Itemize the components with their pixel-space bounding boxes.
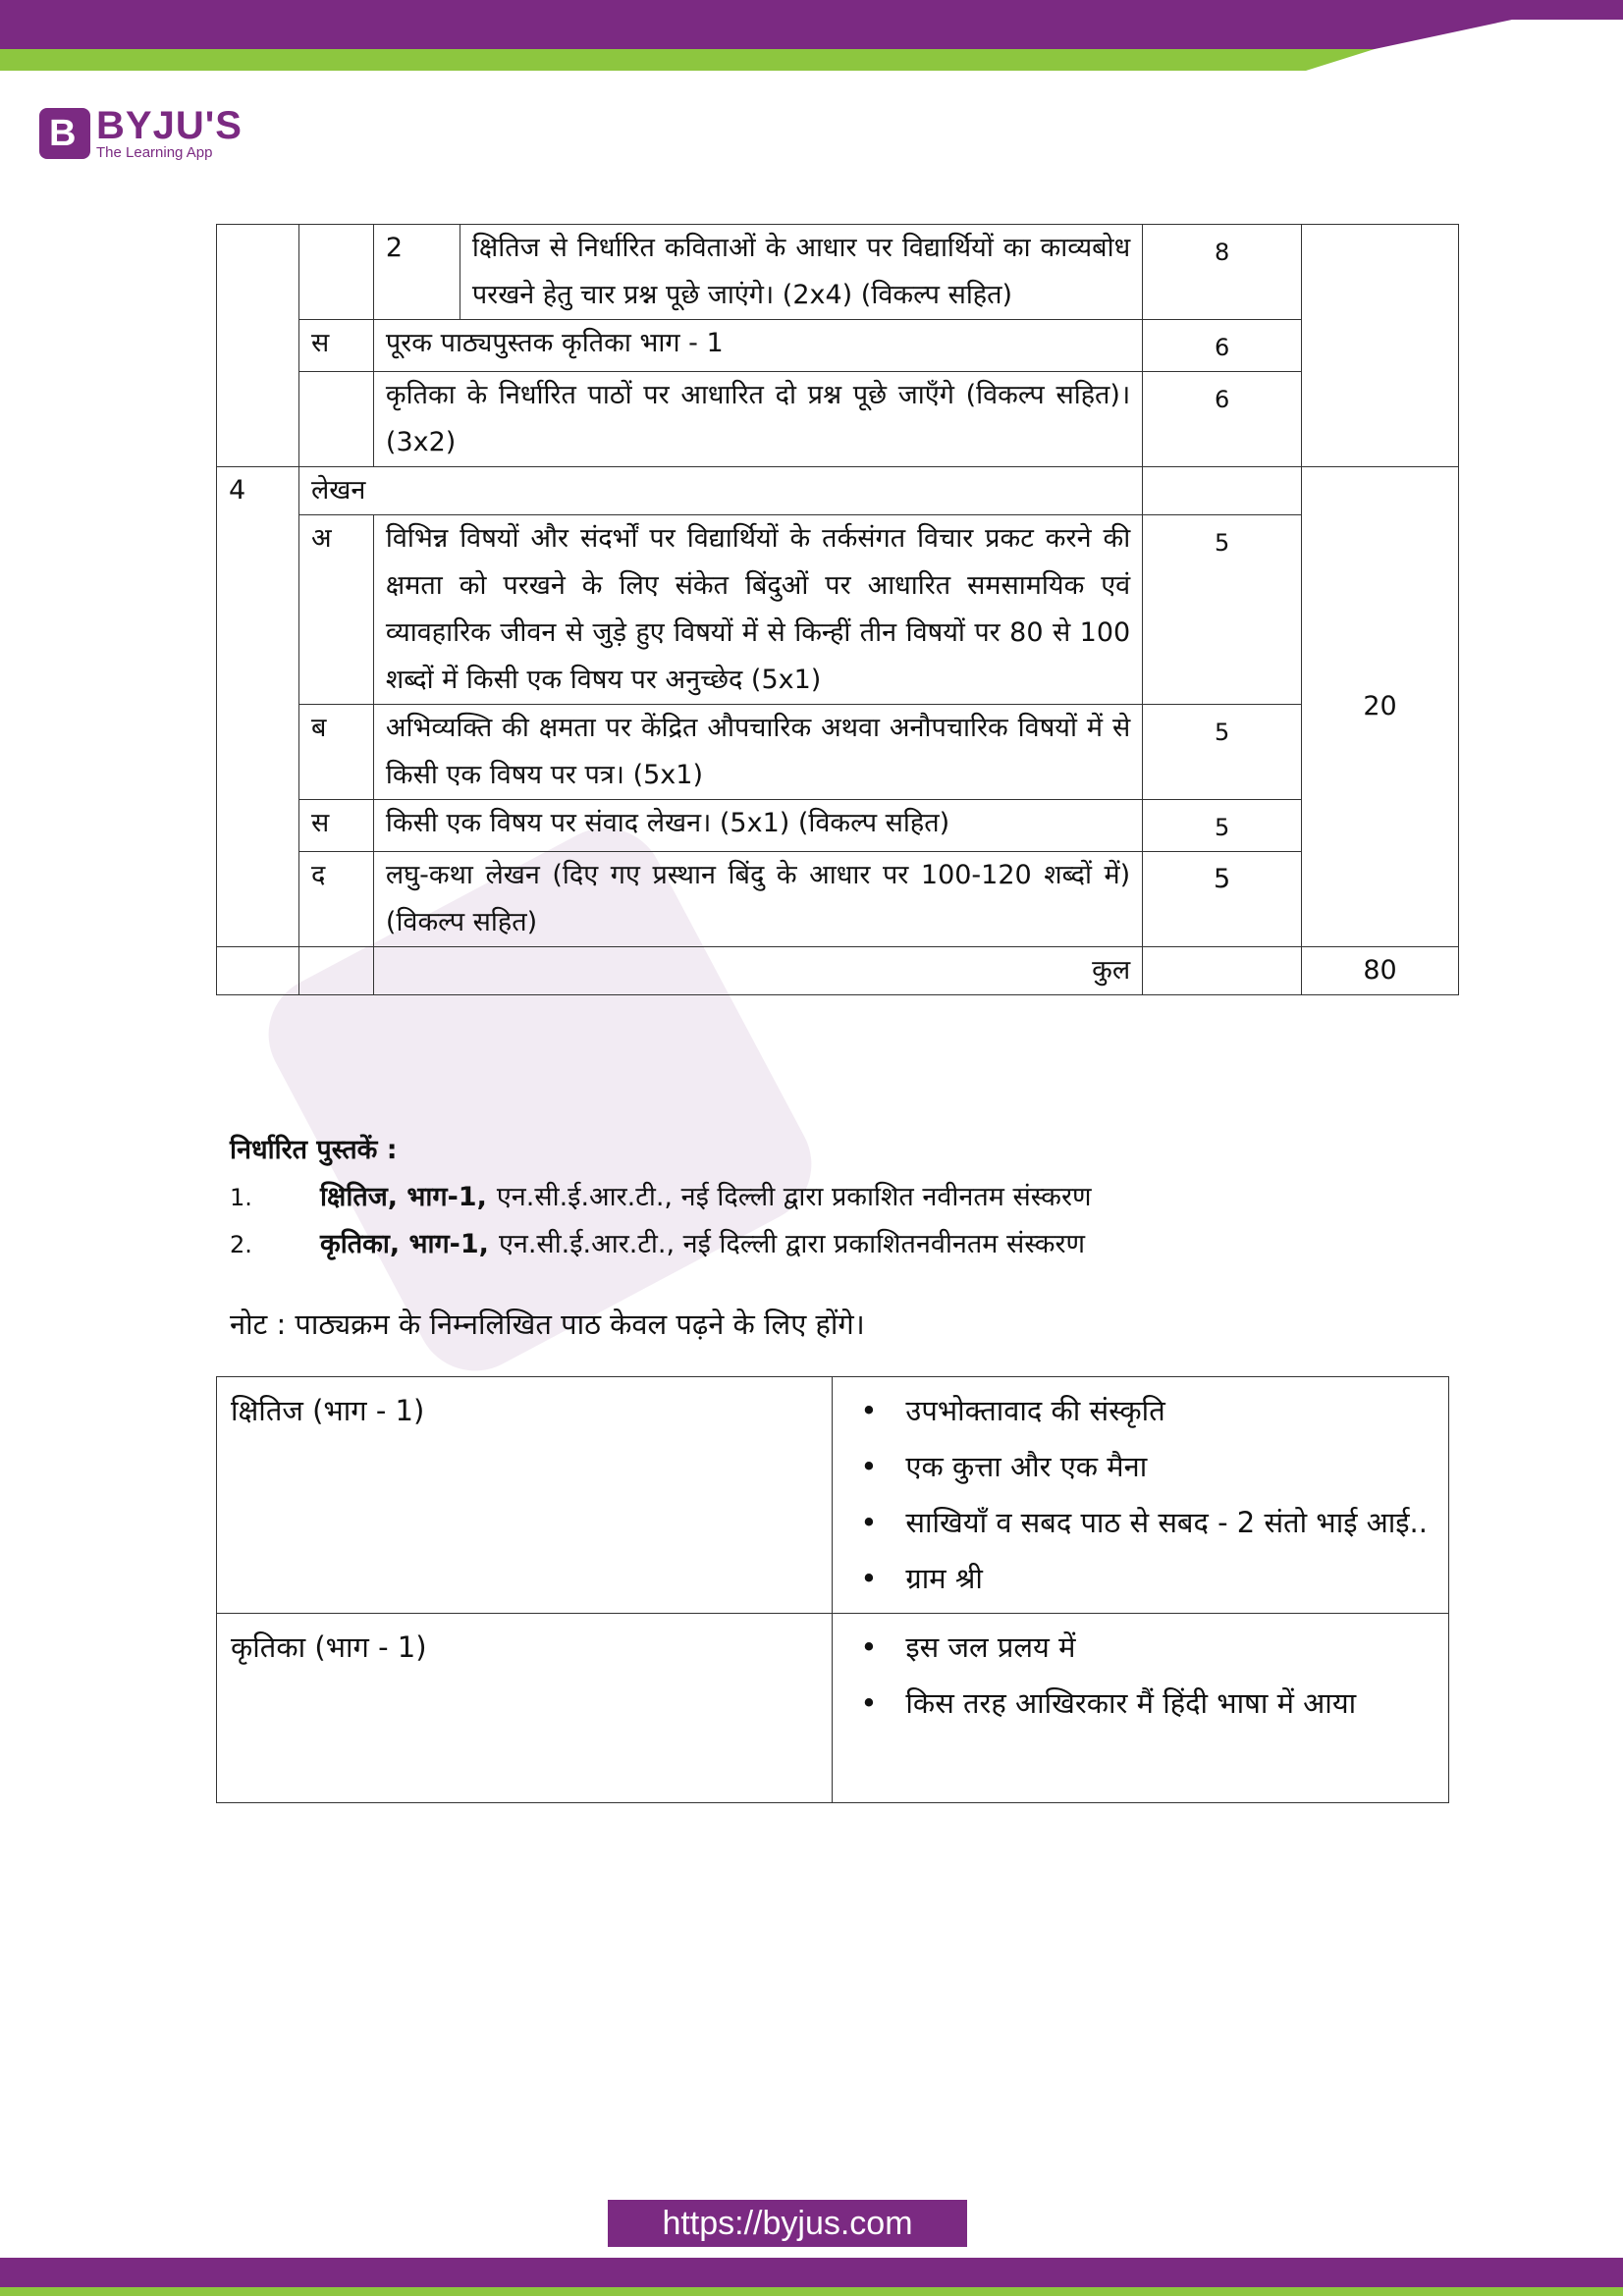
table-row: [217, 515, 1459, 705]
row-sub-label: स: [298, 320, 373, 372]
prescribed-books: [230, 1127, 1092, 1268]
bottom-banner: [0, 2258, 1623, 2296]
list-item: [230, 1174, 1092, 1221]
list-item: • ग्राम श्री: [905, 1551, 1434, 1607]
total-label: कुल: [373, 947, 1142, 995]
footer-url-link[interactable]: https://byjus.com: [608, 2200, 967, 2247]
list-item: • एक कुत्ता और एक मैना: [905, 1439, 1434, 1495]
book-title: कृतिका, भाग-1,: [320, 1229, 489, 1259]
table-row: [217, 800, 1459, 852]
logo-tagline: The Learning App: [96, 144, 213, 161]
lesson-list: [846, 1620, 1434, 1732]
marks-distribution-table: [216, 224, 1459, 995]
table-row: [217, 320, 1459, 372]
byjus-logo: [39, 106, 243, 161]
row-sub-label: ब: [298, 705, 373, 800]
row-sub-label: अ: [298, 515, 373, 705]
row-description: किसी एक विषय पर संवाद लेखन। (5x1) (विकल्प सहित): [373, 800, 1142, 852]
book-name: कृतिका (भाग - 1): [217, 1614, 833, 1803]
row-marks: 5: [1143, 515, 1302, 705]
book-name: क्षितिज (भाग - 1): [217, 1377, 833, 1614]
row-description: लघु-कथा लेखन (दिए गए प्रस्थान बिंदु के आधार पर 100-120 शब्दों में) (विकल्प सहित): [373, 852, 1142, 947]
lesson-list: [846, 1383, 1434, 1607]
row-description: कृतिका के निर्धारित पाठों पर आधारित दो प्रश्न पूछे जाएँगे (विकल्प सहित)। (3x2): [373, 372, 1142, 467]
section-title: लेखन: [298, 467, 1142, 515]
book-number: 2.: [230, 1231, 252, 1258]
logo-mark-letter: B: [49, 113, 77, 154]
list-item: • उपभोक्तावाद की संस्कृति: [905, 1383, 1434, 1439]
book-details: एन.सी.ई.आर.टी., नई दिल्ली द्वारा प्रकाशित नवीनतम संस्करण: [496, 1182, 1092, 1212]
reading-only-table: [216, 1376, 1449, 1803]
byjus-logo-mark: [39, 108, 90, 159]
row-description: विभिन्न विषयों और संदर्भों पर विद्यार्थियों के तर्कसंगत विचार प्रकट करने की क्षमता को परखने के लिए संकेत बिंदुओं पर आधारित समसामयिक एवं व्यावहारिक जीवन से जुड़े हुए विषयों में से किन्हीं तीन विषयों पर 80 से 100 शब्दों में किसी एक विषय पर अनुच्छेद (5x1): [373, 515, 1142, 705]
list-item: • इस जल प्रलय में: [905, 1620, 1434, 1676]
row-sub-label: स: [298, 800, 373, 852]
table-row: [217, 467, 1459, 515]
row-sub-label: द: [298, 852, 373, 947]
row-number: 2: [373, 225, 460, 320]
row-description: पूरक पाठ्यपुस्तक कृतिका भाग - 1: [373, 320, 1142, 372]
section-number: 4: [217, 467, 299, 947]
book-number: 1.: [230, 1184, 252, 1211]
table-row-total: [217, 947, 1459, 995]
book-details: एन.सी.ई.आर.टी., नई दिल्ली द्वारा प्रकाशितनवीनतम संस्करण: [498, 1229, 1086, 1259]
row-marks: 5: [1143, 852, 1302, 947]
row-marks: 6: [1143, 320, 1302, 372]
list-item: • साखियाँ व सबद पाठ से सबद - 2 संतो भाई आई..: [905, 1495, 1434, 1551]
logo-name: BYJU'S: [96, 104, 243, 147]
table-row: [217, 1377, 1449, 1614]
row-description: क्षितिज से निर्धारित कविताओं के आधार पर विद्यार्थियों का काव्यबोध परखने हेतु चार प्रश्न पूछे जाएंगे। (2x4) (विकल्प सहित): [460, 225, 1142, 320]
list-item: [230, 1221, 1092, 1268]
table-row: [217, 372, 1459, 467]
table-row: [217, 225, 1459, 320]
row-marks: 5: [1143, 800, 1302, 852]
books-heading: निर्धारित पुस्तकें :: [230, 1135, 398, 1165]
table-row: [217, 852, 1459, 947]
top-banner: [0, 0, 1623, 74]
row-marks: 5: [1143, 705, 1302, 800]
grand-total: 80: [1302, 947, 1459, 995]
table-row: [217, 705, 1459, 800]
table-row: [217, 1614, 1449, 1803]
section-total: 20: [1302, 467, 1459, 947]
row-marks: 8: [1143, 225, 1302, 320]
row-marks: 6: [1143, 372, 1302, 467]
list-item: • किस तरह आखिरकार मैं हिंदी भाषा में आया: [905, 1676, 1434, 1732]
row-description: अभिव्यक्ति की क्षमता पर केंद्रित औपचारिक अथवा अनौपचारिक विषयों में से किसी एक विषय पर पत्र। (5x1): [373, 705, 1142, 800]
reading-note: नोट : पाठ्यक्रम के निम्नलिखित पाठ केवल पढ़ने के लिए होंगे।: [230, 1308, 865, 1341]
book-title: क्षितिज, भाग-1,: [320, 1182, 487, 1212]
